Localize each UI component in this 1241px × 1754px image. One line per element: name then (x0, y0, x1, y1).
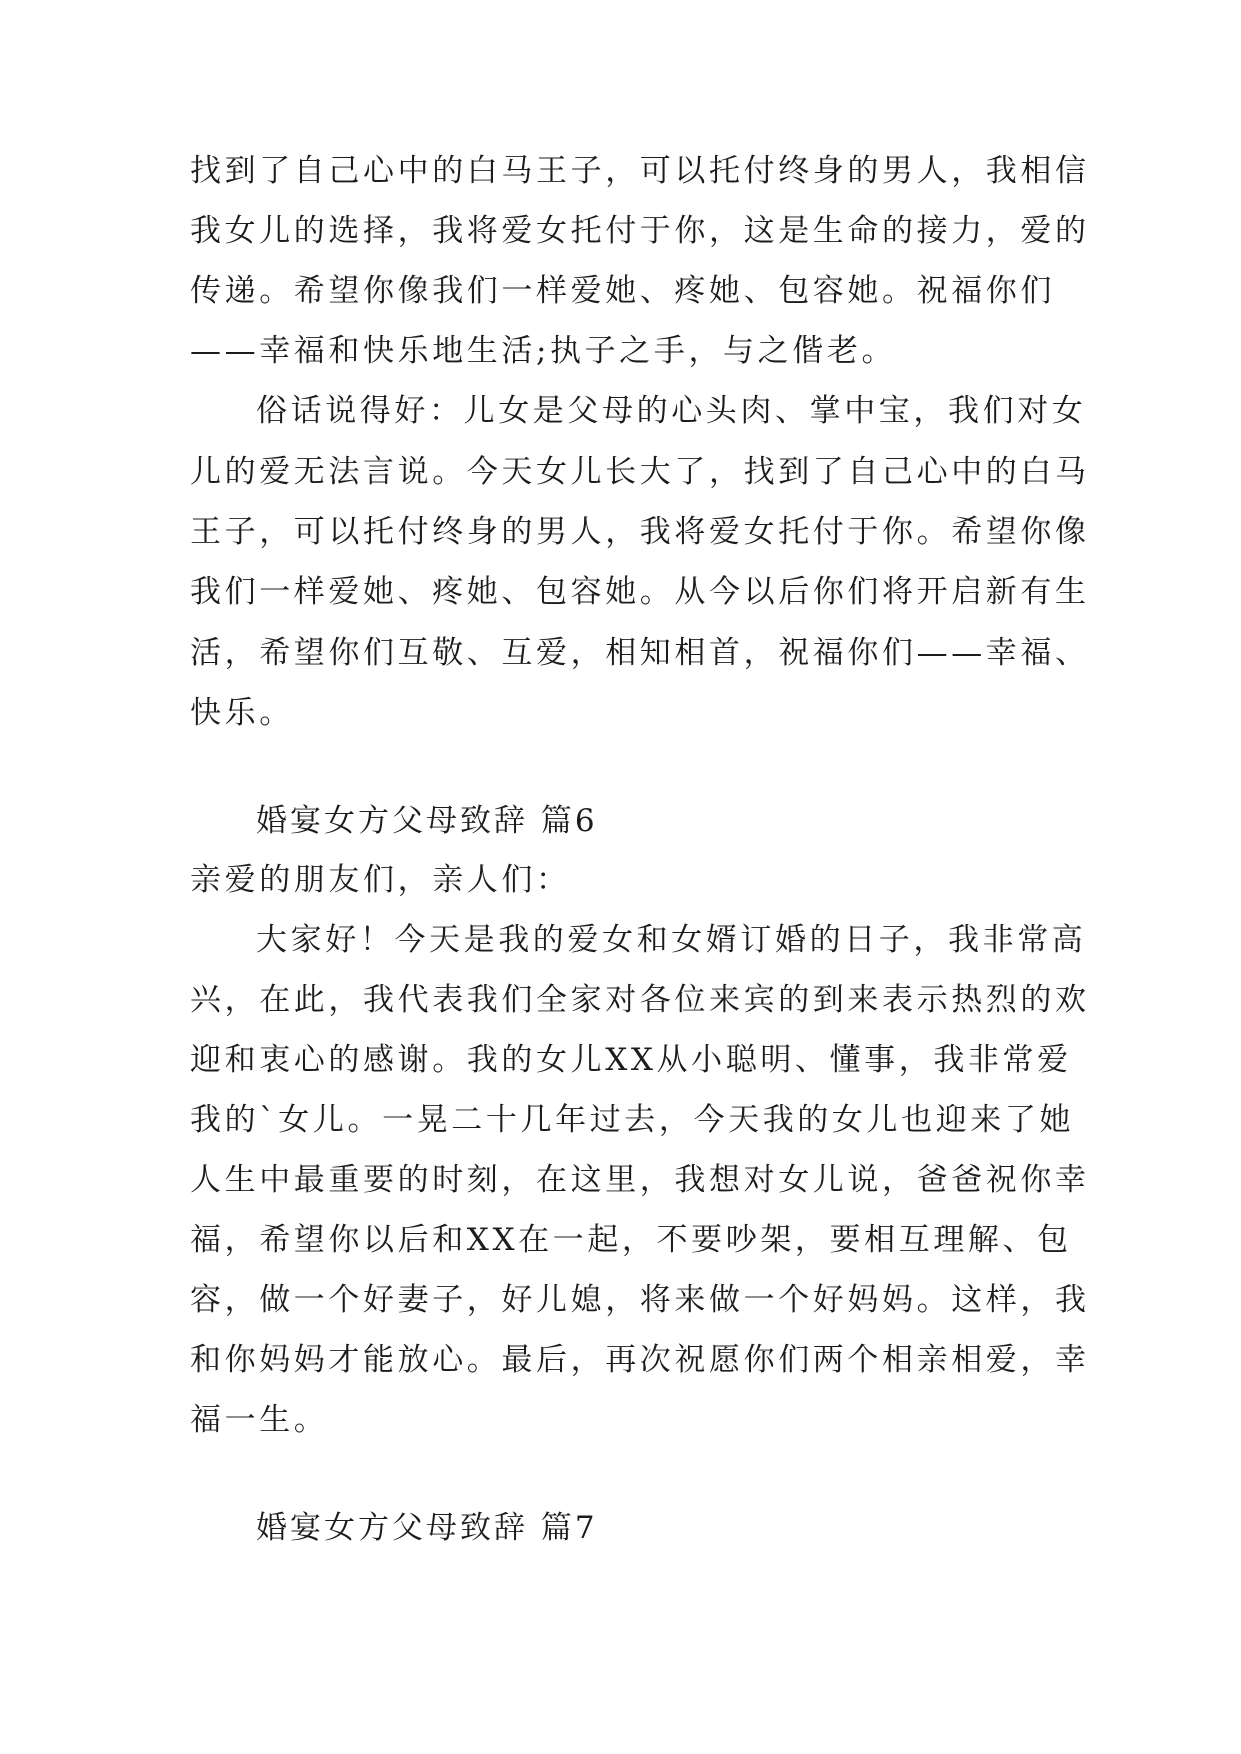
paragraph-line: 人生中最重要的时刻，在这里，我想对女儿说，爸爸祝你幸 (190, 1162, 1090, 1198)
paragraph-line: 我们一样爱她、疼她、包容她。从今以后你们将开启新有生 (190, 574, 1090, 610)
section-heading: 婚宴女方父母致辞 篇6 (256, 803, 598, 839)
paragraph-line: 容，做一个好妻子，好儿媳，将来做一个好妈妈。这样，我 (190, 1282, 1090, 1318)
paragraph-line: 找到了自己心中的白马王子，可以托付终身的男人，我相信 (190, 153, 1090, 189)
paragraph-line: ——幸福和快乐地生活;执子之手，与之偕老。 (190, 333, 897, 369)
paragraph-line: 儿的爱无法言说。今天女儿长大了，找到了自己心中的白马 (190, 454, 1090, 490)
paragraph-line: 兴，在此，我代表我们全家对各位来宾的到来表示热烈的欢 (190, 982, 1090, 1018)
paragraph-line: 活，希望你们互敬、互爱，相知相首，祝福你们——幸福、 (190, 635, 1090, 671)
paragraph-line: 快乐。 (190, 695, 294, 731)
paragraph-line: 我女儿的选择，我将爱女托付于你，这是生命的接力，爱的 (190, 213, 1090, 249)
paragraph-line: 王子，可以托付终身的男人，我将爱女托付于你。希望你像 (190, 514, 1090, 550)
paragraph-line: 大家好！今天是我的爱女和女婿订婚的日子，我非常高 (256, 922, 1087, 958)
paragraph-line: 福一生。 (190, 1402, 329, 1438)
paragraph-line: 迎和衷心的感谢。我的女儿XX从小聪明、懂事，我非常爱 (190, 1042, 1072, 1078)
greeting-line: 亲爱的朋友们，亲人们： (190, 862, 571, 898)
paragraph-line: 俗话说得好：儿女是父母的心头肉、掌中宝，我们对女 (256, 393, 1087, 429)
paragraph-line: 和你妈妈才能放心。最后，再次祝愿你们两个相亲相爱，幸 (190, 1342, 1090, 1378)
paragraph-line: 福，希望你以后和XX在一起，不要吵架，要相互理解、包 (190, 1222, 1072, 1258)
paragraph-line: 我的`女儿。一晃二十几年过去，今天我的女儿也迎来了她 (190, 1102, 1075, 1138)
paragraph-line: 传递。希望你像我们一样爱她、疼她、包容她。祝福你们 (190, 273, 1055, 309)
section-heading: 婚宴女方父母致辞 篇7 (256, 1510, 598, 1546)
